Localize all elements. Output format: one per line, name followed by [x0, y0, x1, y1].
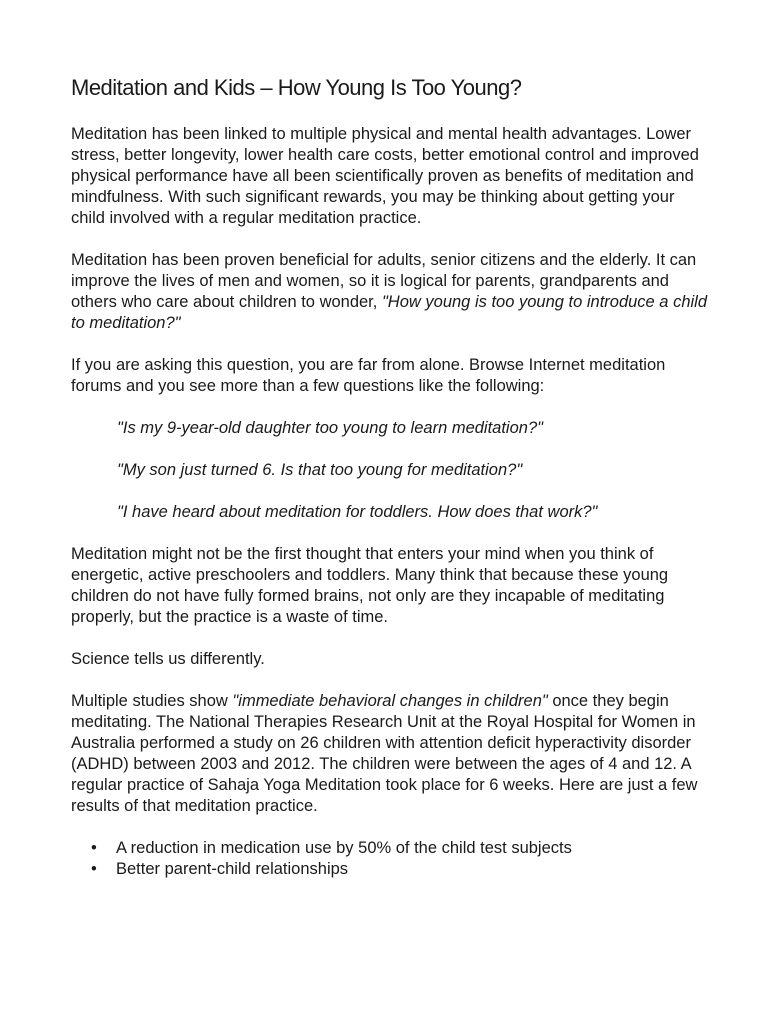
list-item	[91, 838, 708, 859]
studies-paragraph-lead: Multiple studies show	[71, 692, 233, 710]
example-question: "My son just turned 6. Is that too young for meditation?"	[117, 461, 523, 479]
intro-paragraph: Meditation has been linked to multiple physical and mental health advantages. Lower stress, better longevity, lower health care costs, better emotional control and improved physical performance have all been scientifically proven as benefits of meditation and mindfulness. With such significant rewards, you may be thinking about getting your child involved with a regular meditation practice.	[71, 125, 699, 227]
page-title: Meditation and Kids – How Young Is Too Young?	[71, 75, 522, 100]
science-paragraph: Science tells us differently.	[71, 650, 265, 668]
list-item	[91, 859, 708, 880]
question-paragraph-lead: Meditation has been proven beneficial for adults, senior citizens and the elderly. It can improve the lives of men and women, so it is logical for parents, grandparents and others who care about children to wonder,	[71, 251, 697, 311]
studies-paragraph-quote: "immediate behavioral changes in children"	[232, 692, 548, 710]
example-question: "Is my 9-year-old daughter too young to learn meditation?"	[117, 419, 543, 437]
studies-paragraph	[71, 691, 708, 817]
bullet-icon: •	[91, 839, 97, 857]
example-question: "I have heard about meditation for toddlers. How does that work?"	[117, 503, 598, 521]
question-paragraph-quote: "How young is too young to introduce a child to meditation?"	[71, 293, 708, 332]
results-list	[71, 838, 708, 880]
list-item-text: A reduction in medication use by 50% of the child test subjects	[116, 839, 572, 857]
question-paragraph	[71, 250, 708, 334]
example-questions	[117, 418, 708, 523]
preschoolers-paragraph: Meditation might not be the first thought that enters your mind when you think of energetic, active preschoolers and toddlers. Many think that because these young children do not have fully formed brains, not only are they incapable of meditating properly, but the practice is a waste of time.	[71, 545, 669, 626]
list-item-text: Better parent-child relationships	[116, 860, 349, 878]
studies-paragraph-rest: once they begin meditating. The National Therapies Research Unit at the Royal Hospital for Women in Australia performed a study on 26 children with attention deficit hyperactivity disorder (ADHD) between 2003 and 2012. The children were between the ages of 4 and 12. A regular practice of Sahaja Yoga Meditation took place for 6 weeks. Here are just a few results of that meditation practice.	[71, 692, 698, 815]
forums-paragraph: If you are asking this question, you are far from alone. Browse Internet meditation forums and you see more than a few questions like the following:	[71, 356, 666, 395]
bullet-icon: •	[91, 860, 97, 878]
